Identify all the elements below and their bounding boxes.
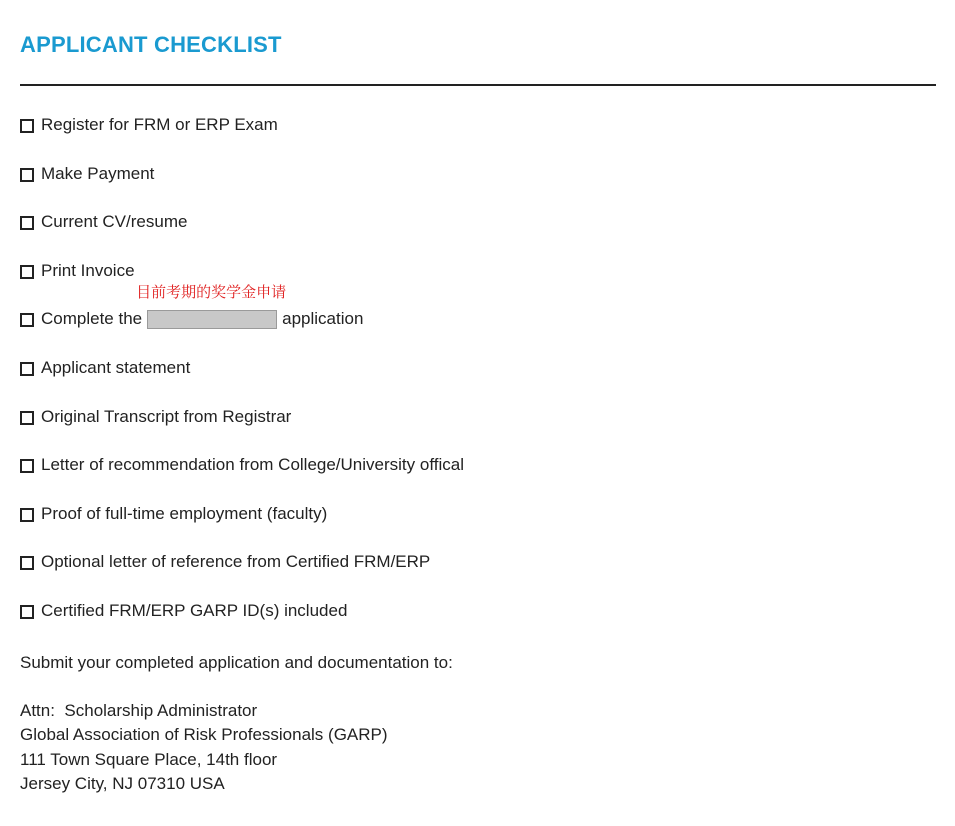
checklist-item-garp-ids [20,598,464,647]
submission-instruction: Submit your completed application and documentation to: [20,653,453,672]
empty-checkbox-icon[interactable] [20,265,34,279]
checklist-item-applicant-statement [20,355,464,404]
checklist-item-label: Make Payment [41,163,155,183]
address-line-attn: Attn: Scholarship Administrator [20,701,258,720]
application-name-field[interactable] [136,283,287,329]
checklist-item-optional-reference [20,549,464,598]
empty-checkbox-icon[interactable] [20,216,34,230]
empty-checkbox-icon[interactable] [20,605,34,619]
checklist-item-label: Optional letter of reference from Certified FRM/ERP [41,552,431,572]
checklist-item-label-before: Complete the [41,309,143,329]
page-title: APPLICANT CHECKLIST [20,32,282,57]
checklist-item-employment-proof [20,501,464,550]
empty-checkbox-icon[interactable] [20,411,34,425]
empty-checkbox-icon[interactable] [20,556,34,570]
checklist-item-label: Register for FRM or ERP Exam [41,115,278,134]
checklist-item-make-payment [20,161,464,210]
address-line-organization: Global Association of Risk Professionals (GARP) [20,725,388,745]
empty-checkbox-icon[interactable] [20,313,34,327]
checklist-item-label: Letter of recommendation from College/University offical [41,455,464,475]
checklist-item-complete-line [41,283,364,332]
blank-field-annotation: 目前考期的奖学金申请 [136,283,287,302]
title-divider [20,84,936,86]
checklist-item-transcript [20,404,464,453]
empty-checkbox-icon[interactable] [20,362,34,376]
checklist-item-label: Print Invoice [41,260,135,280]
empty-checkbox-icon[interactable] [20,119,34,133]
empty-checkbox-icon[interactable] [20,459,34,473]
checklist-item-cv-resume [20,209,464,258]
mailing-address [20,699,388,796]
checklist-item-complete-application [20,283,464,355]
checklist-item-label: Certified FRM/ERP GARP ID(s) included [41,600,348,620]
address-line-street: 111 Town Square Place, 14th floor [20,749,278,769]
empty-checkbox-icon[interactable] [20,168,34,182]
checklist-item-label: Current CV/resume [41,212,188,232]
empty-checkbox-icon[interactable] [20,508,34,522]
checklist-item-label: Proof of full-time employment (faculty) [41,503,328,523]
checklist-item-label-after: application [282,309,364,329]
applicant-checklist [20,112,464,647]
checklist-item-recommendation [20,452,464,501]
checklist-item-register-exam [20,112,464,161]
checklist-item-label: Applicant statement [41,357,191,377]
checklist-item-label: Original Transcript from Registrar [41,406,292,426]
address-line-city: Jersey City, NJ 07310 USA [20,773,225,793]
